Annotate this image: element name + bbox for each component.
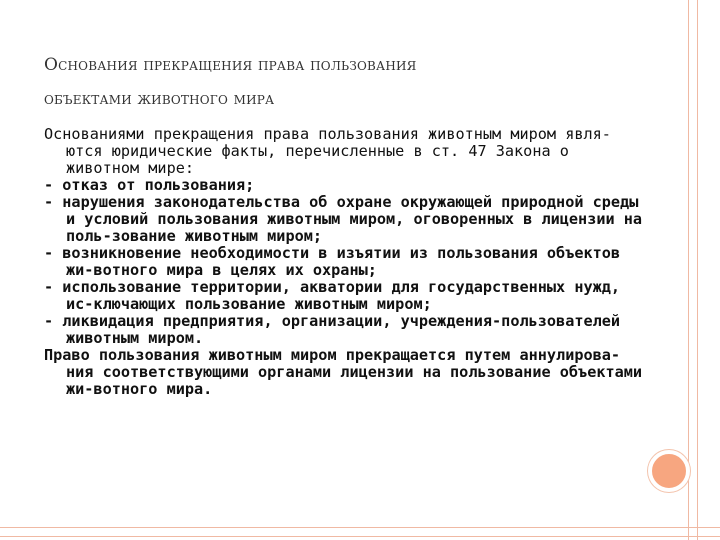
list-item-state-needs: - использование территории, акватории для государственных нужд, ис-ключающих пользование животным миром; [44, 278, 621, 313]
slide-title-line-2: объектами животного мира [44, 89, 275, 109]
frame-vertical-band [688, 0, 698, 540]
list-item-violations: - нарушения законодательства об охране окружающей природной среды и условий пользования животным миром, оговоренных в лицензии на поль-зование животным миром; [44, 193, 643, 245]
list-item-protection: - возникновение необходимости в изъятии из пользования объектов жи-вотного мира в целях их охраны; [44, 244, 621, 279]
closing-paragraph: Право пользования животным миром прекращается путем аннулирова-ния соответствующими органами лицензии на пользование объектами жи-вотного мира. [44, 346, 643, 398]
intro-paragraph: Основаниями прекращения права пользования животным миром явля-ются юридические факты, перечисленные в ст. 47 Закона о животном мире: [44, 125, 611, 177]
frame-horizontal-band [0, 527, 720, 537]
list-item-refusal: - отказ от пользования; [44, 176, 255, 194]
list-item-liquidation: - ликвидация предприятия, организации, учреждения-пользователей животным миром. [44, 312, 621, 347]
decorative-circle [648, 450, 690, 492]
slide-body [44, 126, 644, 398]
slide-title-line-1: Основания прекращения права пользования [44, 55, 417, 75]
slide-title [44, 48, 644, 116]
